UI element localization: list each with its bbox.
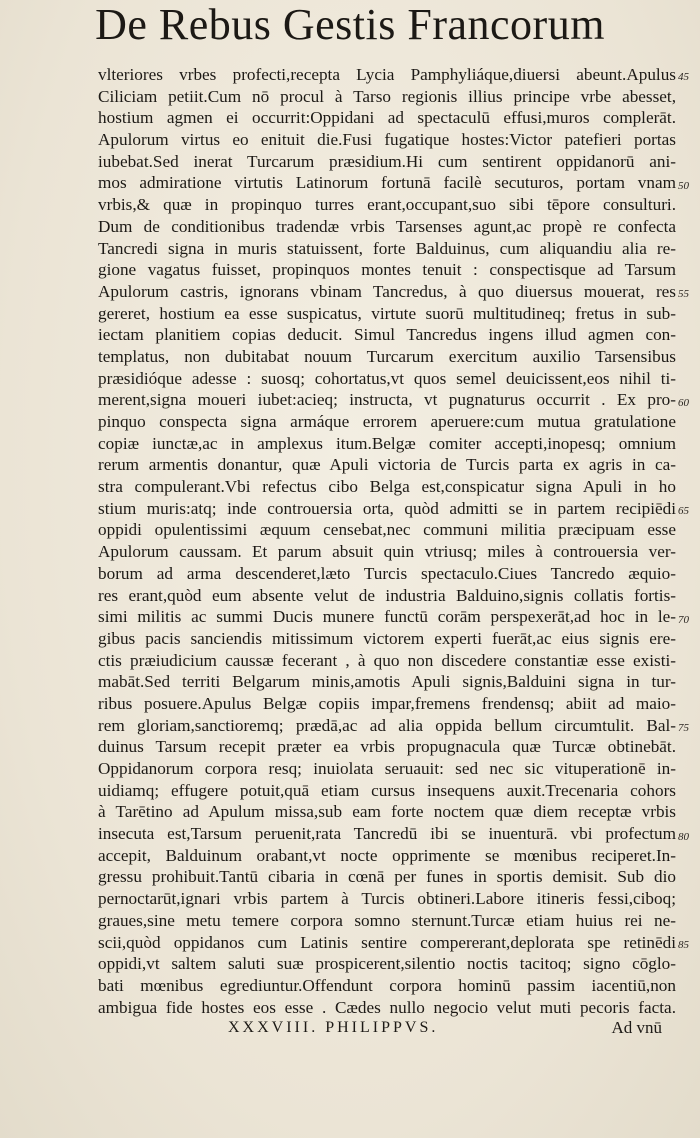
text-line: merent,signa moueri iubet:acieq; instructa, vt pugnaturus occurrit . Ex pro- xyxy=(98,390,676,410)
text-line: ctis præiudicium caussæ fecerant , à quo non discedere constantiæ esse existi- xyxy=(98,650,676,670)
text-line: duinus Tarsum recepit præter ea vrbis propugnacula quæ Turcæ obtinebāt. xyxy=(98,737,676,757)
margin-line-number: 75 xyxy=(678,722,689,734)
text-line: Dum de conditionibus tradendæ vrbis Tarsenses agunt,ac propè re confecta xyxy=(98,216,676,236)
text-line: res erant,quòd eum absente velut de industria Balduino,signis collatis fortis- xyxy=(98,585,676,605)
text-line: rem gloriam,sanctioremq; prædā,ac ad alia oppida bellum circumtulit. Bal- xyxy=(98,715,676,735)
signature-mark: XXXVIII. PHILIPPVS. xyxy=(228,1019,439,1036)
margin-line-number: 65 xyxy=(678,505,689,517)
text-line: iectam planitiem copias deducit. Simul Tancredus ingens illud agmen con- xyxy=(98,325,676,345)
text-line: templatus, non dubitabat nouum Turcarum exercitum auxilio Tarsensibus xyxy=(98,346,676,366)
text-line: gereret, hostium ea esse suspicatus, virtute suorū multitudineq; fretus in sub- xyxy=(98,303,676,323)
text-line: bati mœnibus egrediuntur.Offendunt corpora hominū passim iacentiū,non xyxy=(98,975,676,995)
text-line: Tancredi signa in muris statuissent, forte Balduinus, cum aliquandiu alia re- xyxy=(98,238,676,258)
text-line: Oppidanorum corpora resq; inuiolata seruauit: sed nec sic vituperationē in- xyxy=(98,759,676,778)
body-text xyxy=(98,64,676,1018)
text-line: scii,quòd oppidanos cum Latinis sentire compererant,deplorata spe retinēdi xyxy=(98,932,676,952)
text-line: mabāt.Sed territi Belgarum minis,amotis Apuli signis,Balduini signa in tur- xyxy=(98,672,676,692)
text-line: rerum armentis donantur, quæ Apuli victoria de Turcis parta ex agris in ca- xyxy=(98,455,676,475)
text-line: vrbis,& quæ in propinquo turres erant,occupant,suo sibi tēpore consulturi. xyxy=(98,195,676,215)
text-line: pinquo conspecta signa armáque errorem aperuere:cum mutua gratulatione xyxy=(98,412,676,431)
text-line: borum ad arma descenderet,læto Turcis spectaculo.Ciues Tancredo æquio- xyxy=(98,563,676,583)
text-line: gibus pacis sanciendis mitissimum victorem experti fuerāt,ac eius signis ere- xyxy=(98,628,676,648)
margin-line-number: 80 xyxy=(678,830,689,843)
text-line: Apulorum castris, ignorans vbinam Tancredus, à quo diuersus mouerat, res xyxy=(98,281,676,301)
margin-line-number: 70 xyxy=(678,613,689,626)
text-line: hostium agmen ei occurrit:Oppidani ad spectaculū effusi,muros complerāt. xyxy=(98,108,676,128)
text-line: Apulorum virtus eo enituit die.Fusi fugatique hostes:Victor patefieri portas xyxy=(98,130,676,150)
running-head: De Rebus Gestis Francorum xyxy=(95,0,605,49)
text-line: Apulorum caussam. Et parum absuit quin vtriusq; miles à controuersia ver- xyxy=(98,542,676,562)
margin-line-number: 60 xyxy=(678,396,689,409)
text-line: mos admiratione virtutis Latinorum fortunā facilè secuturos, portam vnam xyxy=(98,173,676,193)
catchword: Ad vnū xyxy=(611,1018,662,1037)
text-line: ribus posuere.Apulus Belgæ copiis impar,fremens frendensq; abiit ad maio- xyxy=(98,693,676,713)
page-footer xyxy=(98,1015,676,1041)
text-line: uidiamq; effugere potuit,quā etiam cursus insequens auxit.Trecenaria cohors xyxy=(98,780,676,800)
text-line: graues,sine metu temere corpora somno sternunt.Turcæ etiam huius rei ne- xyxy=(98,910,676,930)
margin-line-number: 85 xyxy=(678,939,689,951)
text-line: ambigua fide hostes eos esse . Cædes nullo negocio velut muti pecoris facta. xyxy=(98,997,676,1017)
text-line: gione vagatus fuisset, propinquos montes tenuit : conspectisque ad Tarsum xyxy=(98,260,676,280)
margin-line-number: 50 xyxy=(678,179,689,192)
text-line: præsidióque adesse : suosq; cohortatus,vt quos semel deuicissent,eos nihil ti- xyxy=(98,368,676,388)
margin-line-number: 45 xyxy=(678,71,689,83)
text-line: oppidi opulentissimi æquum censebat,nec communi militia præcipuam esse xyxy=(98,520,676,540)
text-line: vlteriores vrbes profecti,recepta Lycia Pamphyliáque,diuersi abeunt.Apulus xyxy=(98,65,676,84)
text-line: Ciliciam petiit.Cum nō procul à Tarso regionis illius principe vrbe abesset, xyxy=(98,86,676,106)
text-line: stra compulerant.Vbi refectus cibo Belga est,conspicatur signa Apuli in ho xyxy=(98,477,676,497)
text-line: gressu prohibuit.Tantū cibaria in cœnā per funes in sportis demisit. Sub dio xyxy=(98,867,676,887)
text-line: copiæ iunctæ,ac in amplexus itum.Belgæ comiter accepti,inopesq; omnium xyxy=(98,433,676,453)
text-line: pernoctarūt,ignari vrbis partem à Turcis obtineri.Labore itineris fessi,ciboq; xyxy=(98,889,676,909)
text-line: oppidi,vt saltem saluti suæ prospicerent,silentio noctis tacitoq; signo cōglo- xyxy=(98,954,676,974)
text-line: stium muris:atq; inde controuersia orta, quòd admitti se in partem recipiēdi xyxy=(98,498,676,518)
text-line: insecuta est,Tarsum peruenit,rata Tancredū ibi se inuenturā. vbi profectum xyxy=(98,824,676,844)
text-line: accepit, Balduinum orabant,vt nocte opprimente se mœnibus reciperet.In- xyxy=(98,845,676,865)
margin-line-number: 55 xyxy=(678,288,689,300)
text-line: à Tarētino ad Apulum missa,sub eam forte noctem quæ diem receptæ vrbis xyxy=(98,802,676,822)
text-line: iubebat.Sed inerat Turcarum præsidium.Hi cum sentirent oppidanorū ani- xyxy=(98,151,676,171)
text-line: simi militis ac summi Ducis munere functū corām perspexerāt,ad hoc in le- xyxy=(98,607,676,627)
